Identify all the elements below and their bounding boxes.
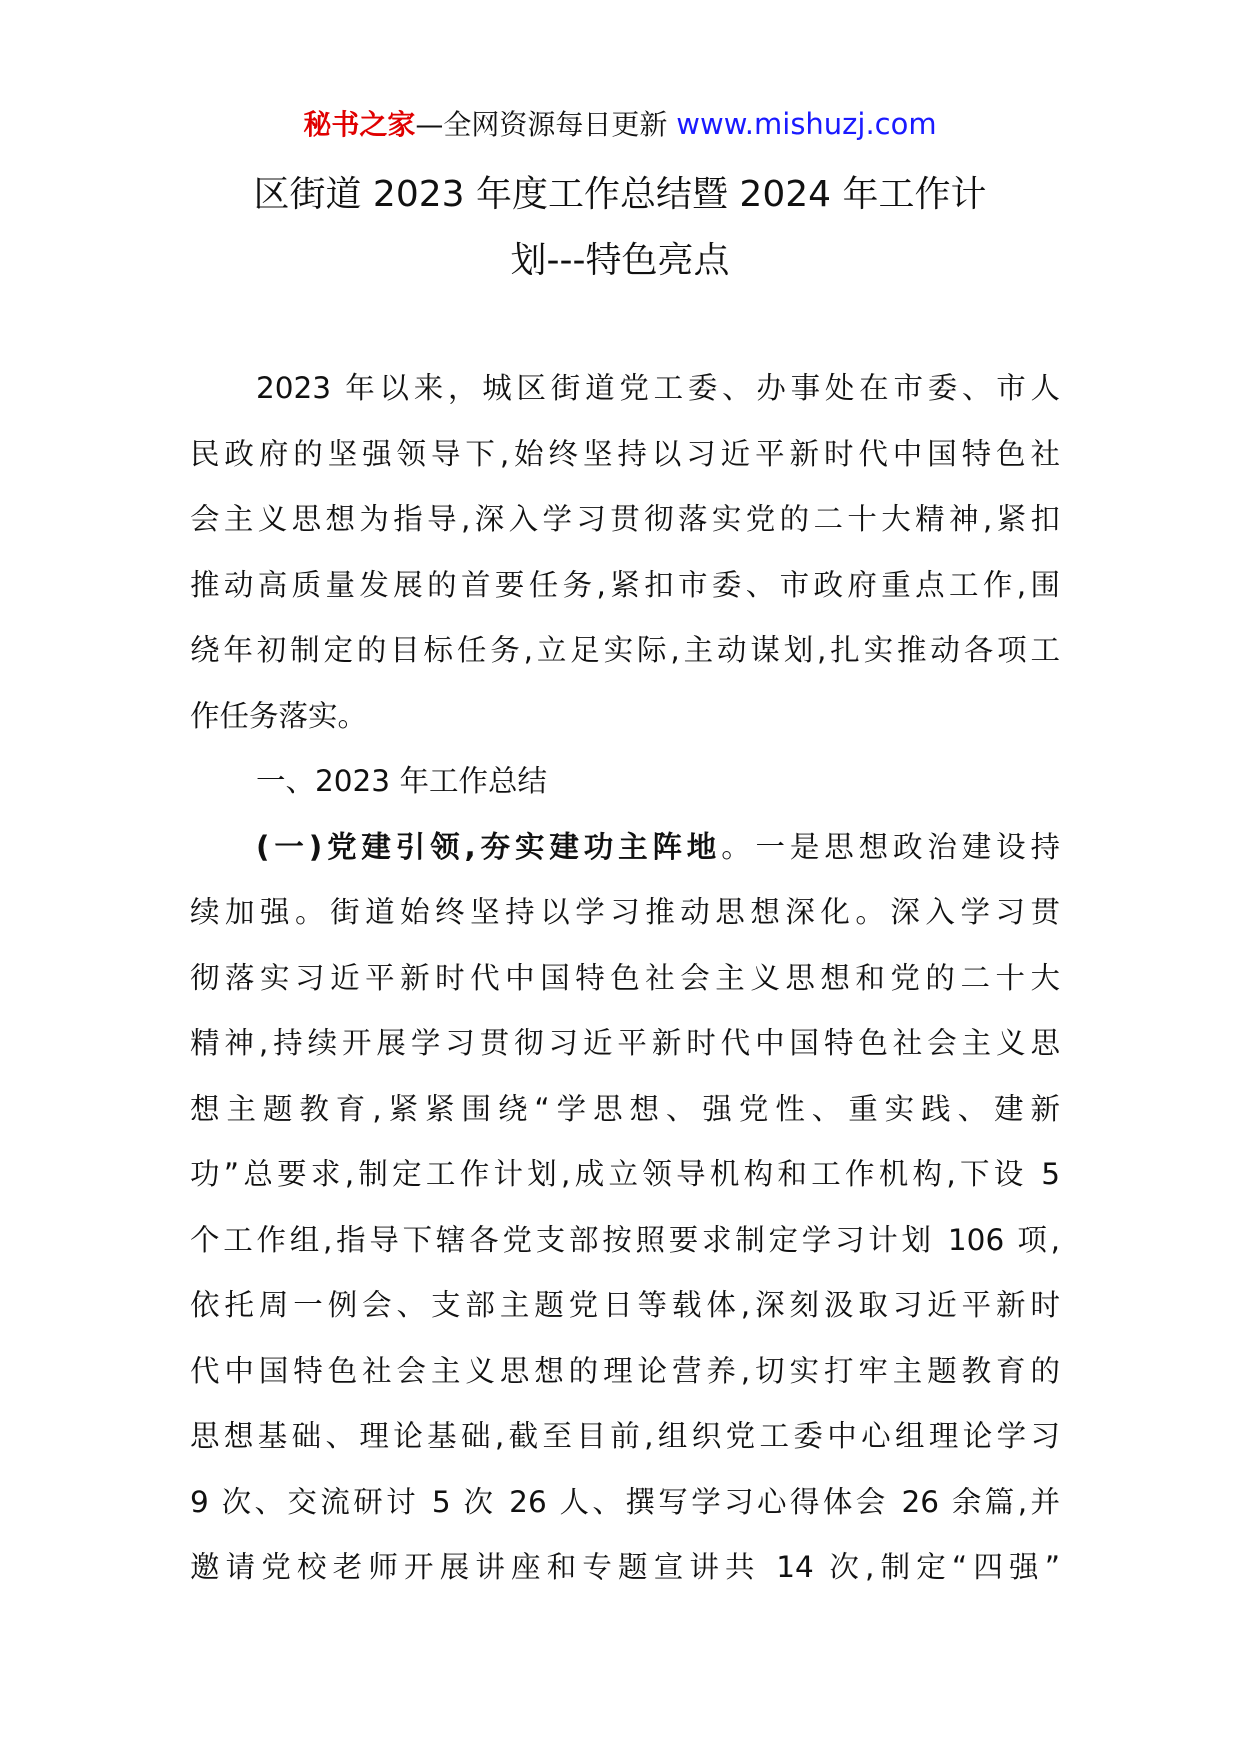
paragraph-1-line: 民政府的坚强领导下,始终坚持以习近平新时代中国特色社 bbox=[190, 436, 1060, 471]
paragraph-2-line: 个工作组,指导下辖各党支部按照要求制定学习计划 106 项, bbox=[190, 1222, 1060, 1257]
paragraph-1-line: 会主义思想为指导,深入学习贯彻落实党的二十大精神,紧扣 bbox=[190, 502, 1060, 536]
brand-name: 秘书之家 bbox=[303, 108, 416, 141]
paragraph-2-line: 续加强。街道始终坚持以学习推动思想深化。深入学习贯 bbox=[190, 895, 1060, 929]
document-title bbox=[0, 162, 1240, 294]
header-url-link[interactable]: www.mishuzj.com bbox=[676, 107, 937, 141]
document-body bbox=[190, 356, 1060, 1601]
paragraph-1-line: 绕年初制定的目标任务,立足实际,主动谋划,扎实推动各项工 bbox=[190, 633, 1060, 667]
paragraph-2-line: 想主题教育,紧紧围绕“学思想、强党性、重实践、建新 bbox=[190, 1091, 1060, 1126]
paragraph-2-line: 功”总要求,制定工作计划,成立领导机构和工作机构,下设 5 bbox=[190, 1157, 1060, 1191]
paragraph-2-bold-lead: (一)党建引领,夯实建功主阵地 bbox=[256, 829, 722, 864]
site-header bbox=[0, 102, 1240, 147]
paragraph-1-line: 推动高质量发展的首要任务,紧扣市委、市政府重点工作,围 bbox=[190, 567, 1060, 602]
paragraph-2-line: 彻落实习近平新时代中国特色社会主义思想和党的二十大 bbox=[190, 960, 1060, 995]
paragraph-2-line: 精神,持续开展学习贯彻习近平新时代中国特色社会主义思 bbox=[190, 1026, 1060, 1060]
header-tagline: —全网资源每日更新 bbox=[415, 108, 668, 141]
section-heading: 一、2023 年工作总结 bbox=[256, 764, 547, 798]
paragraph-2-line: 思想基础、理论基础,截至目前,组织党工委中心组理论学习 bbox=[190, 1419, 1060, 1453]
paragraph-2-line: 依托周一例会、支部主题党日等载体,深刻汲取习近平新时 bbox=[190, 1288, 1060, 1322]
title-line-2: 划---特色亮点 bbox=[510, 240, 730, 281]
paragraph-2-line: 9 次、交流研讨 5 次 26 人、撰写学习心得体会 26 余篇,并 bbox=[190, 1484, 1060, 1519]
paragraph-1-line: 2023 年以来，城区街道党工委、办事处在市委、市人 bbox=[256, 371, 1060, 405]
paragraph-2-line: 邀请党校老师开展讲座和专题宣讲共 14 次,制定“四强” bbox=[190, 1550, 1060, 1584]
paragraph-2-first-line bbox=[190, 815, 1060, 881]
paragraph-2-line: 代中国特色社会主义思想的理论营养,切实打牢主题教育的 bbox=[190, 1353, 1060, 1388]
paragraph-2-lead-rest: 。一是思想政治建设持 bbox=[721, 829, 1060, 864]
title-line-1: 区街道 2023 年度工作总结暨 2024 年工作计 bbox=[253, 174, 987, 215]
paragraph-1-line: 作任务落实。 bbox=[190, 698, 368, 733]
